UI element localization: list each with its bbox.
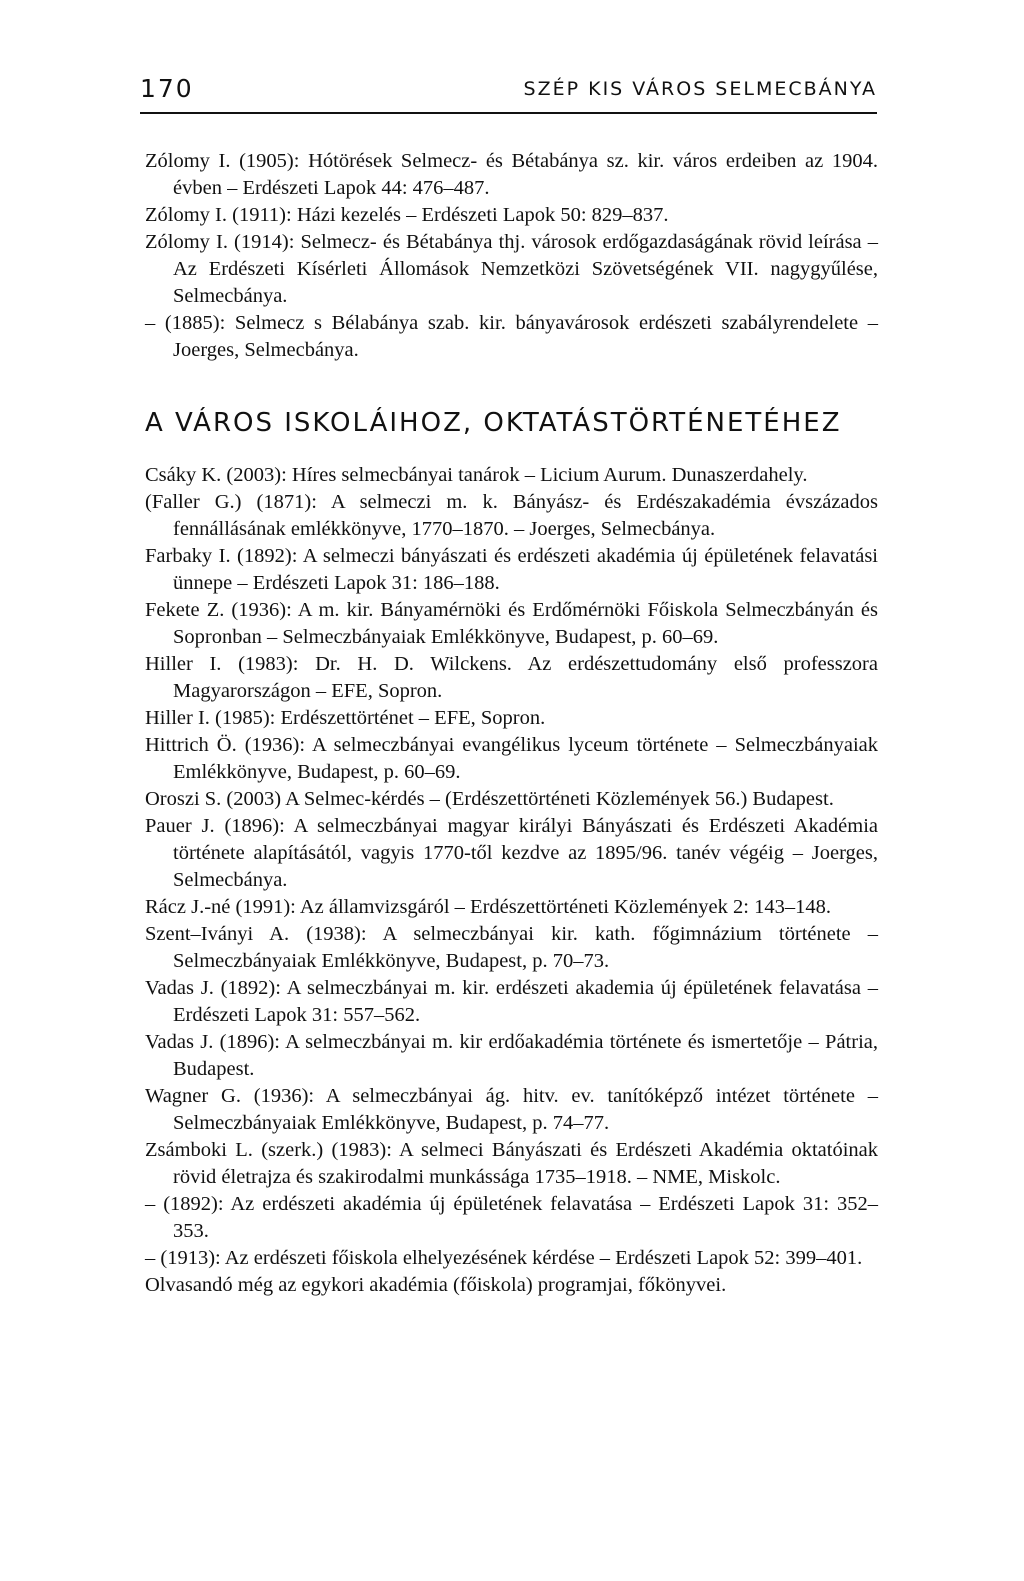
reference-entry: Hittrich Ö. (1936): A selmeczbányai evangélikus lyceum története – Selmeczbányaiak Emlékkönyve, Budapest, p. 60–69.	[145, 734, 878, 783]
reference-entry: (Faller G.) (1871): A selmeczi m. k. Bányász- és Erdészakadémia évszázados fennállásának emlékkönyve, 1770–1870. – Joerges, Selmecbánya.	[145, 491, 878, 540]
reference-list-forestry	[145, 148, 878, 364]
reference-entry: Wagner G. (1936): A selmeczbányai ág. hitv. ev. tanítóképző intézet története – Selmeczbányaiak Emlékkönyve, Budapest, p. 74–77.	[145, 1085, 878, 1134]
reference-entry: Hiller I. (1983): Dr. H. D. Wilckens. Az erdészettudomány első professzora Magyarországon – EFE, Sopron.	[145, 653, 878, 702]
reference-entry: – (1885): Selmecz s Bélabánya szab. kir. bányavárosok erdészeti szabályrendelete – Joerges, Selmecbánya.	[145, 312, 878, 361]
reference-entry: – (1892): Az erdészeti akadémia új épületének felavatása – Erdészeti Lapok 31: 352–353.	[145, 1193, 878, 1242]
reference-entry: Rácz J.-né (1991): Az államvizsgáról – Erdészettörténeti Közlemények 2: 143–148.	[145, 896, 831, 918]
section-heading: A VÁROS ISKOLÁIHOZ, OKTATÁSTÖRTÉNETÉHEZ	[145, 408, 842, 438]
reference-entry: Hiller I. (1985): Erdészettörténet – EFE, Sopron.	[145, 707, 546, 729]
reference-list-schools	[145, 462, 878, 1299]
running-title: SZÉP KIS VÁROS SELMECBÁNYA	[523, 78, 877, 100]
page-number: 170	[140, 74, 194, 103]
reference-entry: Zólomy I. (1914): Selmecz- és Bétabánya thj. városok erdőgazdaságának rövid leírása – Az Erdészeti Kísérleti Állomások Nemzetközi Szövetségének VII. nagygyűlése, Selmecbánya.	[145, 231, 878, 307]
reference-entry: Vadas J. (1896): A selmeczbányai m. kir erdőakadémia története és ismertetője – Pátria, Budapest.	[145, 1031, 878, 1080]
reference-entry: – (1913): Az erdészeti főiskola elhelyezésének kérdése – Erdészeti Lapok 52: 399–401.	[145, 1247, 863, 1269]
reference-entry: Oroszi S. (2003) A Selmec-kérdés – (Erdészettörténeti Közlemények 56.) Budapest.	[145, 788, 834, 810]
reference-entry: Farbaky I. (1892): A selmeczi bányászati és erdészeti akadémia új épületének felavatási ünnepe – Erdészeti Lapok 31: 186–188.	[145, 545, 878, 594]
reference-entry: Zólomy I. (1905): Hótörések Selmecz- és Bétabánya sz. kir. város erdeiben az 1904. évben – Erdészeti Lapok 44: 476–487.	[145, 150, 878, 199]
reference-entry: Vadas J. (1892): A selmeczbányai m. kir. erdészeti akademia új épületének felavatása – Erdészeti Lapok 31: 557–562.	[145, 977, 878, 1026]
closing-note: Olvasandó még az egykori akadémia (főiskola) programjai, főkönyvei.	[145, 1274, 727, 1296]
reference-entry: Zsámboki L. (szerk.) (1983): A selmeci Bányászati és Erdészeti Akadémia oktatóinak rövid életrajza és szakirodalmi munkássága 1735–1918. – NME, Miskolc.	[145, 1139, 878, 1188]
reference-entry: Zólomy I. (1911): Házi kezelés – Erdészeti Lapok 50: 829–837.	[145, 204, 669, 226]
running-header	[140, 72, 877, 114]
reference-entry: Csáky K. (2003): Híres selmecbányai tanárok – Licium Aurum. Dunaszerdahely.	[145, 464, 808, 486]
reference-entry: Pauer J. (1896): A selmeczbányai magyar királyi Bányászati és Erdészeti Akadémia története alapításától, vagyis 1770-től kezdve az 1895/96. tanév végéig – Joerges, Selmecbánya.	[145, 815, 878, 891]
reference-entry: Szent–Iványi A. (1938): A selmeczbányai kir. kath. főgimnázium története – Selmeczbányaiak Emlékkönyve, Budapest, p. 70–73.	[145, 923, 878, 972]
reference-entry: Fekete Z. (1936): A m. kir. Bányamérnöki és Erdőmérnöki Főiskola Selmeczbányán és Sopronban – Selmeczbányaiak Emlékkönyve, Budapest, p. 60–69.	[145, 599, 878, 648]
